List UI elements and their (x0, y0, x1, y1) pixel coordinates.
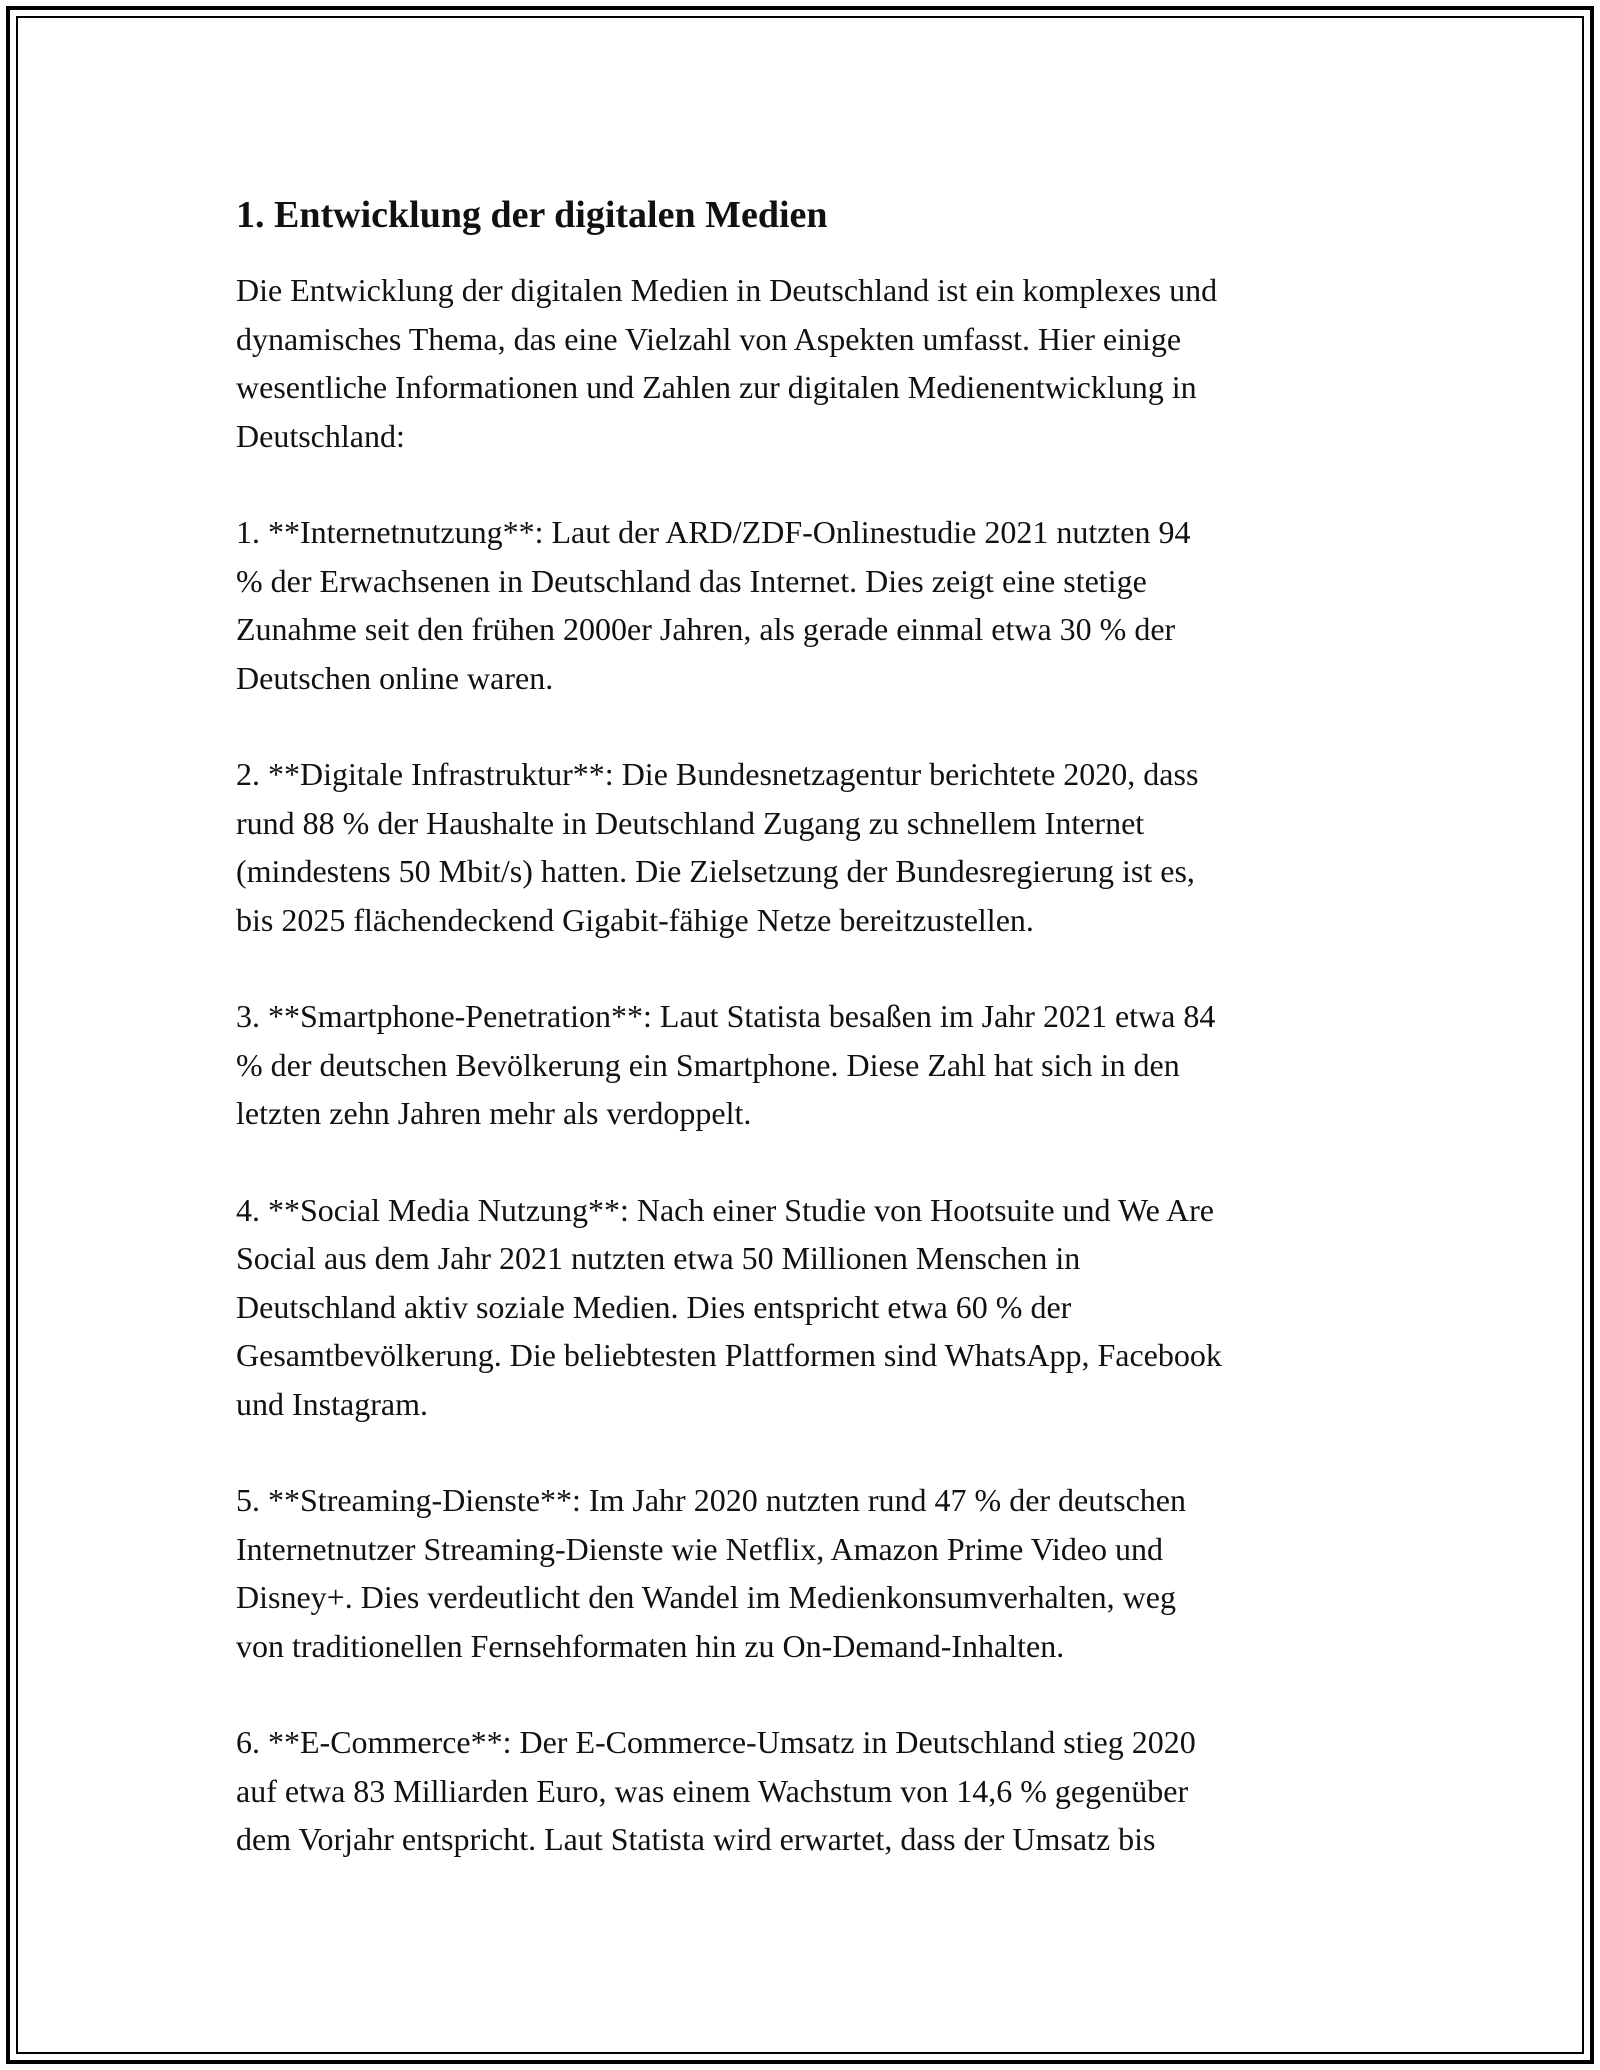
text-line: Disney+. Dies verdeutlicht den Wandel im Medienkonsumverhalten, weg (236, 1579, 1176, 1615)
text-line: wesentliche Informationen und Zahlen zur digitalen Medienentwicklung in (236, 369, 1197, 405)
text-line: (mindestens 50 Mbit/s) hatten. Die Zielsetzung der Bundesregierung ist es, (236, 853, 1195, 889)
list-item-smartphone-penetration (236, 992, 1376, 1138)
section-heading: 1. Entwicklung der digitalen Medien (236, 194, 828, 236)
text-line: % der Erwachsenen in Deutschland das Internet. Dies zeigt eine stetige (236, 562, 1147, 599)
text-line: und Instagram. (236, 1385, 428, 1422)
list-item-streaming-dienste (236, 1476, 1376, 1670)
text-line: Gesamtbevölkerung. Die beliebtesten Plattformen sind WhatsApp, Facebook (236, 1337, 1222, 1373)
text-line: letzten zehn Jahren mehr als verdoppelt. (236, 1095, 752, 1131)
list-item-social-media (236, 1186, 1376, 1429)
text-line: Deutschen online waren. (236, 659, 554, 696)
text-line: dynamisches Thema, das eine Vielzahl von Aspekten umfasst. Hier einige (236, 320, 1182, 357)
text-line: Deutschland aktiv soziale Medien. Dies entspricht etwa 60 % der (236, 1288, 1072, 1325)
text-line: bis 2025 flächendeckend Gigabit-fähige Netze bereitzustellen. (236, 901, 1034, 938)
text-line: 5. **Streaming-Dienste**: Im Jahr 2020 nutzten rund 47 % der deutschen (236, 1482, 1186, 1518)
text-line: % der deutschen Bevölkerung ein Smartphone. Diese Zahl hat sich in den (236, 1046, 1180, 1083)
text-line: Internetnutzer Streaming-Dienste wie Netflix, Amazon Prime Video und (236, 1530, 1164, 1567)
intro-paragraph (236, 266, 1376, 460)
text-line: 6. **E-Commerce**: Der E-Commerce-Umsatz in Deutschland stieg 2020 (236, 1724, 1196, 1760)
document-body (236, 190, 1376, 1912)
text-line: Deutschland: (236, 417, 405, 454)
text-line: Zunahme seit den frühen 2000er Jahren, als gerade einmal etwa 30 % der (236, 611, 1176, 647)
list-item-digitale-infrastruktur (236, 750, 1376, 944)
text-line: von traditionellen Fernsehformaten hin zu On-Demand-Inhalten. (236, 1627, 1065, 1664)
list-item-e-commerce (236, 1718, 1376, 1864)
text-line: 4. **Social Media Nutzung**: Nach einer Studie von Hootsuite und We Are (236, 1191, 1214, 1228)
text-line: Die Entwicklung der digitalen Medien in Deutschland ist ein komplexes und (236, 272, 1218, 308)
text-line: dem Vorjahr entspricht. Laut Statista wird erwartet, dass der Umsatz bis (236, 1821, 1156, 1857)
text-line: 2. **Digitale Infrastruktur**: Die Bundesnetzagentur berichtete 2020, dass (236, 756, 1199, 792)
text-line: auf etwa 83 Milliarden Euro, was einem Wachstum von 14,6 % gegenüber (236, 1772, 1189, 1809)
text-line: 3. **Smartphone-Penetration**: Laut Statista besaßen im Jahr 2021 etwa 84 (236, 998, 1216, 1034)
text-line: rund 88 % der Haushalte in Deutschland Zugang zu schnellem Internet (236, 804, 1145, 841)
text-line: Social aus dem Jahr 2021 nutzten etwa 50 Millionen Menschen in (236, 1240, 1081, 1276)
list-item-internetnutzung (236, 508, 1376, 702)
text-line: 1. **Internetnutzung**: Laut der ARD/ZDF-Onlinestudie 2021 nutzten 94 (236, 514, 1191, 550)
